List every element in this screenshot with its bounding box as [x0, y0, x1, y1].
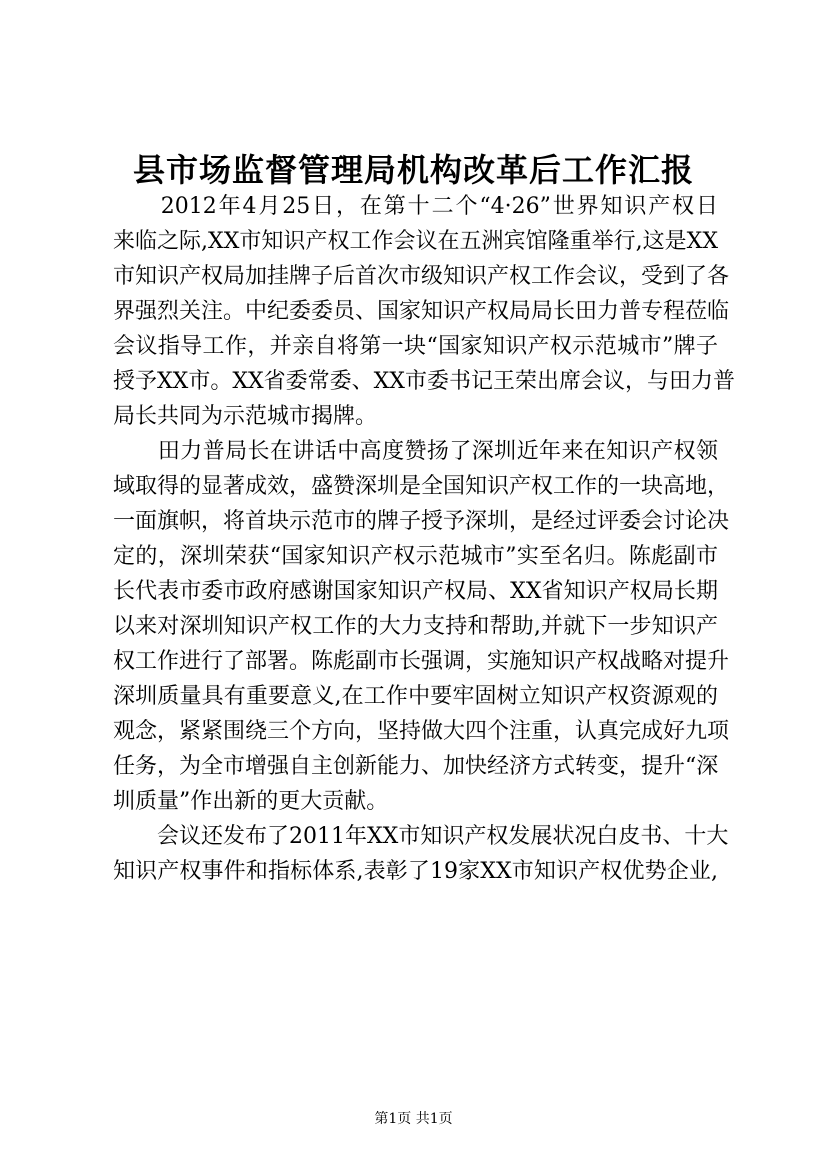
paragraph-2-line-5: 长代表市委市政府感谢国家知识产权局、XX省知识产权局长期 — [113, 579, 718, 604]
paragraph-1-line-7: 局长共同为示范城市揭牌。 — [113, 404, 378, 429]
paragraph-2-line-10: 任务，为全市增强自主创新能力、加快经济方式转变，提升“深 — [113, 754, 719, 779]
paragraph-1-line-6: 授予XX市。XX省委常委、XX市委书记王荣出席会议，与田力普 — [113, 369, 735, 394]
paragraph-2-line-1: 田力普局长在讲话中高度赞扬了深圳近年来在知识产权领 — [113, 439, 718, 464]
paragraph-2-line-6: 以来对深圳知识产权工作的大力支持和帮助,并就下一步知识产 — [113, 614, 718, 639]
paragraph-1-line-3: 市知识产权局加挂牌子后首次市级知识产权工作会议，受到了各 — [113, 264, 730, 289]
page-footer: 第1页 共1页 — [374, 1111, 453, 1127]
paragraph-1-line-1: 2012年4月25日，在第十二个“4·26”世界知识产权日 — [113, 194, 718, 219]
paragraph-3-line-1: 会议还发布了2011年XX市知识产权发展状况白皮书、十大 — [113, 824, 729, 849]
paragraph-2-line-3: 一面旗帜，将首块示范市的牌子授予深圳，是经过评委会讨论决 — [113, 509, 730, 534]
page-title: 县市场监督管理局机构改革后工作汇报 — [132, 151, 694, 189]
paragraph-1-line-5: 会议指导工作，并亲自将第一块“国家知识产权示范城市”牌子 — [113, 334, 718, 359]
paragraph-2-line-8: 深圳质量具有重要意义,在工作中要牢固树立知识产权资源观的 — [113, 684, 718, 709]
paragraph-1-line-4: 界强烈关注。中纪委委员、国家知识产权局局长田力普专程莅临 — [113, 299, 730, 324]
paragraph-1-line-2: 来临之际,XX市知识产权工作会议在五洲宾馆隆重举行,这是XX — [113, 229, 718, 254]
document-body — [113, 189, 735, 889]
paragraph-3-line-2: 知识产权事件和指标体系,表彰了19家XX市知识产权优势企业, — [113, 859, 718, 884]
paragraph-2-line-7: 权工作进行了部署。陈彪副市长强调，实施知识产权战略对提升 — [113, 649, 730, 674]
paragraph-2-line-9: 观念，紧紧围绕三个方向，坚持做大四个注重，认真完成好九项 — [113, 719, 730, 744]
paragraph-2-line-11: 圳质量”作出新的更大贡献。 — [113, 789, 389, 814]
paragraph-2-line-2: 域取得的显著成效，盛赞深圳是全国知识产权工作的一块高地， — [113, 474, 730, 499]
paragraph-2-line-4: 定的，深圳荣获“国家知识产权示范城市”实至名归。陈彪副市 — [113, 544, 718, 569]
